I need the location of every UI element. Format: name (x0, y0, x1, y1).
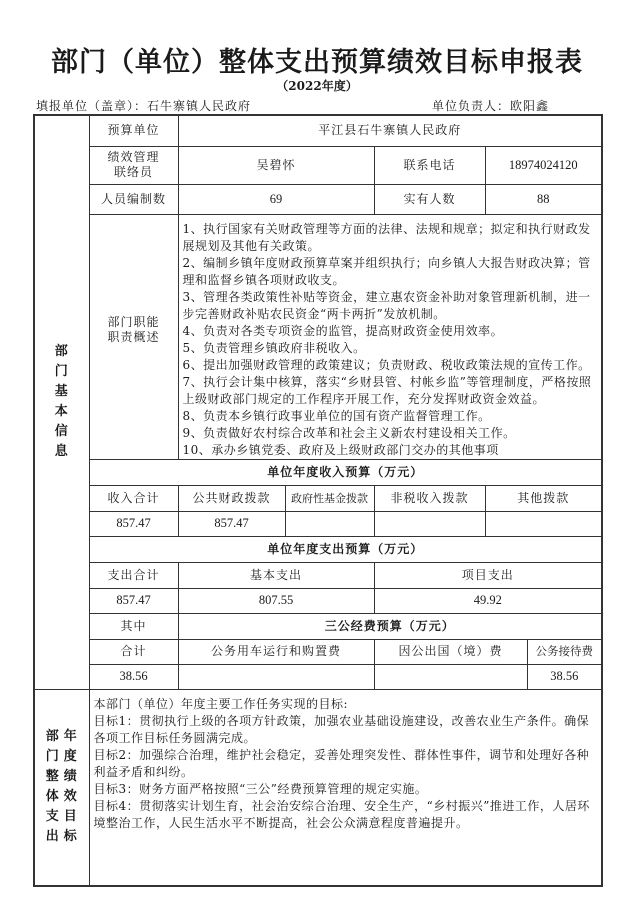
duty-item: 8、负责本乡镇行政事业单位的国有资产监督管理工作。 (182, 408, 491, 423)
goals-section-label (34, 689, 89, 886)
duty-item: 7、执行会计集中核算，落实“乡财县管、村帐乡监”等管理制度，严格按照上级财政部门规定的工作程序开展工作，充分发挥财政资金效益。 (182, 374, 592, 406)
label-char: 效 (63, 789, 78, 805)
of-which-label: 其中 (89, 613, 178, 639)
phone-value: 18974024120 (485, 146, 602, 184)
duty-item: 9、负责做好农村综合改革和社会主义新农村建设相关工作。 (182, 425, 516, 440)
section-char: 息 (54, 444, 69, 460)
income-value: 857.47 (178, 511, 285, 536)
expenditure-header: 项目支出 (374, 562, 602, 588)
duty-item: 2、编制乡镇年度财政预算草案并组织执行；向乡镇人大报告财政决算；管理和监督乡镇各项财政收支。 (182, 255, 591, 287)
goal-line: 目标1：贯彻执行上级的各项方针政策，加强农业基础设施建设，改善农业生产条件。确保各项工作目标任务圆满完成。 (93, 713, 590, 745)
goal-line: 本部门（单位）年度主要工作任务实现的目标: (93, 696, 349, 711)
budget-unit-value: 平江县石牛寨镇人民政府 (178, 115, 602, 146)
staff-quota-label: 人员编制数 (89, 184, 178, 214)
performance-table (33, 114, 603, 887)
expenditure-header: 基本支出 (178, 562, 374, 588)
section-char: 门 (54, 364, 69, 380)
label-char: 整 (45, 769, 60, 785)
duty-item: 3、管理各类政策性补贴等资金，建立惠农资金补助对象管理新机制，进一步完善财政补贴农民资金“两卡两折”发放机制。 (182, 289, 591, 321)
phone-label: 联系电话 (374, 146, 485, 184)
duties-list (178, 214, 602, 459)
goal-line: 目标4：贯彻落实计划生育，社会治安综合治理、安全生产，“乡村振兴”推进工作，人居环境整治工作，人民生活水平不断提高，社会公众满意程度普遍提升。 (93, 798, 590, 830)
actual-staff-value: 88 (485, 184, 602, 214)
actual-staff-label: 实有人数 (374, 184, 485, 214)
three-public-value (374, 664, 527, 689)
contact-label-line2: 联络员 (113, 165, 153, 179)
duties-label (89, 214, 178, 459)
income-value (374, 511, 485, 536)
unit-leader: 单位负责人：欧阳鑫 (432, 99, 550, 113)
goals-label-col2 (62, 727, 80, 847)
section-char: 基 (54, 384, 69, 400)
goal-line: 目标3：财务方面严格按照“三公”经费预算管理的规定实施。 (93, 781, 428, 796)
income-value (485, 511, 602, 536)
basic-info-section-label (34, 115, 89, 689)
three-public-value: 38.56 (527, 664, 602, 689)
label-char: 部 (45, 729, 60, 745)
label-char: 绩 (63, 769, 78, 785)
income-header: 收入合计 (89, 485, 178, 511)
label-char: 年 (63, 729, 78, 745)
label-char: 度 (63, 749, 78, 765)
label-char: 支 (45, 809, 60, 825)
duties-label-line2: 职责概述 (107, 329, 160, 344)
staff-quota-value: 69 (178, 184, 374, 214)
income-header: 非税收入拨款 (374, 485, 485, 511)
income-header: 公共财政拨款 (178, 485, 285, 511)
expenditure-value: 49.92 (374, 588, 602, 613)
three-public-header: 因公出国（境）费 (374, 639, 527, 664)
goals-label-col1 (44, 727, 62, 847)
three-public-header: 合计 (89, 639, 178, 664)
label-char: 标 (63, 829, 78, 845)
income-value (285, 511, 374, 536)
duty-item: 1、执行国家有关财政管理等方面的法律、法规和规章；拟定和执行财政发展规划及其他有关政策。 (182, 221, 591, 253)
three-public-title: 三公经费预算（万元） (178, 613, 602, 639)
goals-text (89, 689, 602, 886)
duty-item: 6、提出加强财政管理的政策建议；负责财政、税收政策法规的宣传工作。 (182, 357, 591, 372)
contact-label-line1: 绩效管理 (107, 150, 160, 164)
section-char: 本 (54, 404, 69, 420)
income-header: 其他拨款 (485, 485, 602, 511)
income-header: 政府性基金拨款 (285, 485, 374, 511)
duty-item: 4、负责对各类专项资金的监管，提高财政资金使用效率。 (182, 323, 504, 338)
expenditure-header: 支出合计 (89, 562, 178, 588)
label-char: 体 (45, 789, 60, 805)
expenditure-budget-title: 单位年度支出预算（万元） (89, 536, 602, 562)
label-char: 目 (63, 809, 78, 825)
label-char: 出 (45, 829, 60, 845)
expenditure-value: 807.55 (178, 588, 374, 613)
income-value: 857.47 (89, 511, 178, 536)
label-char: 门 (45, 749, 60, 765)
three-public-value (178, 664, 374, 689)
income-budget-title: 单位年度收入预算（万元） (89, 459, 602, 485)
contact-name: 吴碧怀 (178, 146, 374, 184)
section-char: 信 (54, 424, 69, 440)
duty-item: 5、负责管理乡镇政府非税收入。 (182, 340, 366, 355)
budget-unit-label: 预算单位 (89, 115, 178, 146)
duty-item: 10、承办乡镇党委、政府及上级财政部门交办的其他事项 (182, 442, 499, 457)
three-public-value: 38.56 (89, 664, 178, 689)
goal-line: 目标2：加强综合治理，维护社会稳定，妥善处理突发性、群体性事件，调节和处理好各种利益矛盾和纠纷。 (93, 747, 590, 779)
three-public-header: 公务接待费 (527, 639, 602, 664)
duties-label-line1: 部门职能 (107, 314, 160, 329)
year-subtitle: （2022年度） (276, 79, 358, 93)
contact-label (89, 146, 178, 184)
three-public-header: 公务用车运行和购置费 (178, 639, 374, 664)
section-char: 部 (54, 344, 69, 360)
fill-unit: 填报单位（盖章）：石牛寨镇人民政府 (36, 99, 252, 113)
expenditure-value: 857.47 (89, 588, 178, 613)
page-title: 部门（单位）整体支出预算绩效目标申报表 (51, 47, 583, 78)
